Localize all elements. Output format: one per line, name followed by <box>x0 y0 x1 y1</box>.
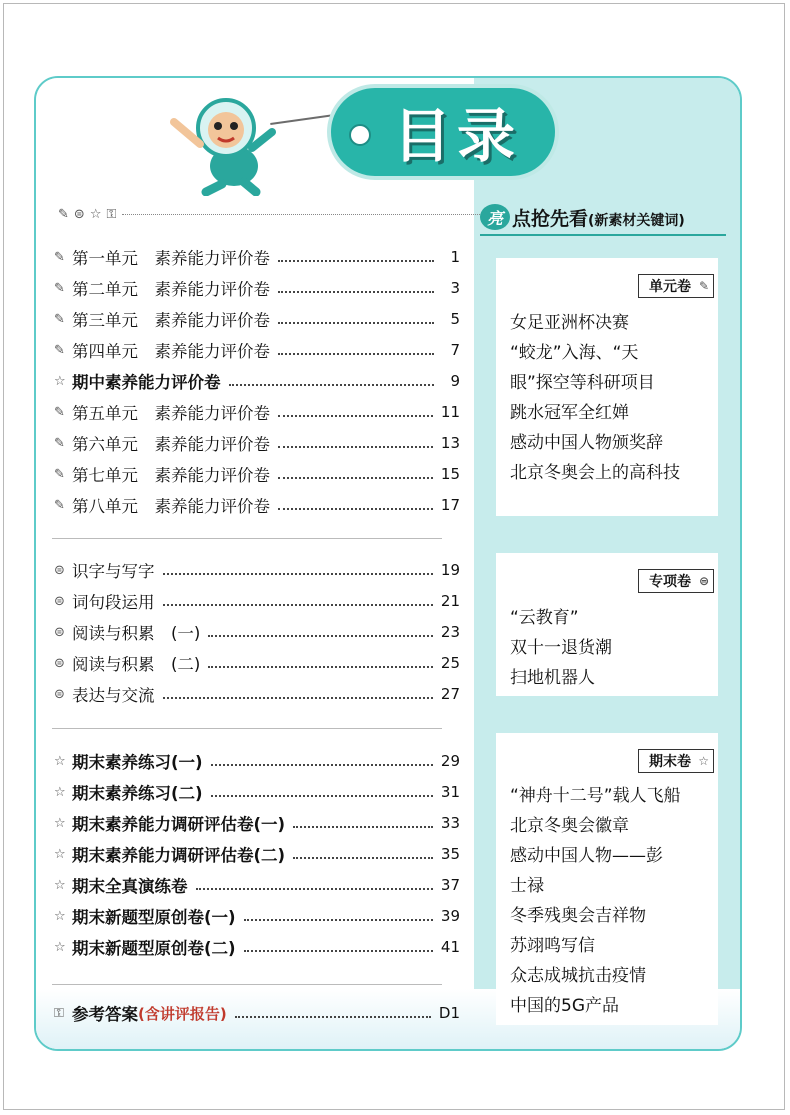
keyword-item: 感动中国人物颁奖辞 <box>510 433 663 453</box>
toc-entry[interactable]: ⊜ 阅读与积累 (二) 25 <box>54 654 460 674</box>
star-icon: ☆ <box>89 206 102 222</box>
star-icon: ☆ <box>54 877 66 893</box>
toc-entry[interactable]: ☆ 期末素养能力调研评估卷(一) 33 <box>54 814 460 834</box>
keyword-box-special <box>496 553 718 696</box>
keyword-item: 感动中国人物——彭 <box>510 846 663 866</box>
star-icon: ☆ <box>54 373 66 389</box>
keyword-item: 北京冬奥会上的高科技 <box>510 463 680 483</box>
keyword-box-final <box>496 733 718 1025</box>
toc-entry[interactable]: ✎ 第四单元 素养能力评价卷 7 <box>54 341 460 361</box>
section-divider <box>52 728 442 729</box>
sidebar-title: 点抢先看 (新素材关键词) <box>512 208 685 230</box>
sidebar-title-underline <box>480 234 726 236</box>
pencil-icon: ✎ <box>54 466 65 482</box>
lines-icon: ⊜ <box>54 686 65 702</box>
toc-entry[interactable]: ☆ 期末素养练习(一) 29 <box>54 752 460 772</box>
star-icon: ☆ <box>54 753 66 769</box>
keyword-item: 士禄 <box>510 876 544 896</box>
section-divider <box>52 984 442 985</box>
star-icon: ☆ <box>54 908 66 924</box>
pencil-icon: ✎ <box>54 249 65 265</box>
toc-entry[interactable]: ⊜ 识字与写字 19 <box>54 561 460 581</box>
toc-entry[interactable]: ☆ 期末全真演练卷 37 <box>54 876 460 896</box>
toc-entry[interactable]: ⊜ 表达与交流 27 <box>54 685 460 705</box>
pencil-icon: ✎ <box>58 206 69 222</box>
lines-icon: ⊜ <box>73 206 85 222</box>
decorative-icons-row <box>58 206 116 222</box>
keyword-item: 众志成城抗击疫情 <box>510 966 646 986</box>
toc-entry[interactable]: ⊜ 词句段运用 21 <box>54 592 460 612</box>
pencil-icon: ✎ <box>698 279 709 293</box>
keyword-item: 双十一退货潮 <box>510 638 612 658</box>
keyword-item: “神舟十二号”载人飞船 <box>510 786 681 806</box>
lines-icon: ⊜ <box>54 655 65 671</box>
section-divider <box>52 538 442 539</box>
keyword-item: 跳水冠军全红婵 <box>510 403 629 423</box>
keyword-tag: 单元卷 ✎ <box>638 274 714 298</box>
keyword-tag: 专项卷 ⊜ <box>638 569 714 593</box>
keyword-item: 苏翊鸣写信 <box>510 936 595 956</box>
keyword-box-unit <box>496 258 718 516</box>
keyword-item: 女足亚洲杯决赛 <box>510 313 629 333</box>
pencil-icon: ✎ <box>54 342 65 358</box>
keyword-tag: 期末卷 ☆ <box>638 749 714 773</box>
pencil-icon: ✎ <box>54 497 65 513</box>
toc-entry[interactable]: ☆ 期中素养能力评价卷 9 <box>54 372 460 392</box>
keyword-item: “蛟龙”入海、“天 <box>510 343 639 363</box>
toc-entry[interactable]: ✎ 第八单元 素养能力评价卷 17 <box>54 496 460 516</box>
lines-icon: ⊜ <box>698 574 709 588</box>
dotted-divider <box>122 214 482 215</box>
toc-entry[interactable]: ✎ 第一单元 素养能力评价卷 1 <box>54 248 460 268</box>
star-icon: ☆ <box>54 784 66 800</box>
star-icon: ☆ <box>54 846 66 862</box>
toc-entry[interactable]: ☆ 期末素养练习(二) 31 <box>54 783 460 803</box>
pencil-icon: ✎ <box>54 280 65 296</box>
page-title: 目录 <box>392 102 521 170</box>
toc-entry[interactable]: ✎ 第三单元 素养能力评价卷 5 <box>54 310 460 330</box>
lines-icon: ⊜ <box>54 624 65 640</box>
toc-entry[interactable]: ✎ 第五单元 素养能力评价卷 11 <box>54 403 460 423</box>
toc-entry[interactable]: ☆ 期末素养能力调研评估卷(二) 35 <box>54 845 460 865</box>
toc-entry[interactable]: ☆ 期末新题型原创卷(二) 41 <box>54 938 460 958</box>
star-icon: ☆ <box>54 939 66 955</box>
lines-icon: ⊜ <box>54 562 65 578</box>
tag-hole <box>349 124 371 146</box>
keyword-item: 北京冬奥会徽章 <box>510 816 629 836</box>
astronaut-mascot-icon <box>160 88 288 196</box>
toc-entry-answers[interactable]: ⚿ 参考答案 (含讲评报告) D1 <box>54 1004 460 1024</box>
star-icon: ☆ <box>54 815 66 831</box>
keyword-item: 冬季残奥会吉祥物 <box>510 906 646 926</box>
keyword-item: 扫地机器人 <box>510 668 595 688</box>
highlight-badge: 亮 <box>480 204 510 230</box>
key-icon: ⚿ <box>54 1005 64 1021</box>
key-icon: ⚿ <box>106 206 117 222</box>
pencil-icon: ✎ <box>54 435 65 451</box>
pencil-icon: ✎ <box>54 404 65 420</box>
toc-entry[interactable]: ✎ 第七单元 素养能力评价卷 15 <box>54 465 460 485</box>
toc-entry[interactable]: ✎ 第二单元 素养能力评价卷 3 <box>54 279 460 299</box>
toc-entry[interactable]: ⊜ 阅读与积累 (一) 23 <box>54 623 460 643</box>
keyword-item: “云教育” <box>510 608 579 628</box>
star-icon: ☆ <box>698 754 709 768</box>
pencil-icon: ✎ <box>54 311 65 327</box>
keyword-item: 中国的5G产品 <box>510 996 619 1016</box>
keyword-item: 眼”探空等科研项目 <box>510 373 655 393</box>
lines-icon: ⊜ <box>54 593 65 609</box>
toc-entry[interactable]: ☆ 期末新题型原创卷(一) 39 <box>54 907 460 927</box>
toc-entry[interactable]: ✎ 第六单元 素养能力评价卷 13 <box>54 434 460 454</box>
